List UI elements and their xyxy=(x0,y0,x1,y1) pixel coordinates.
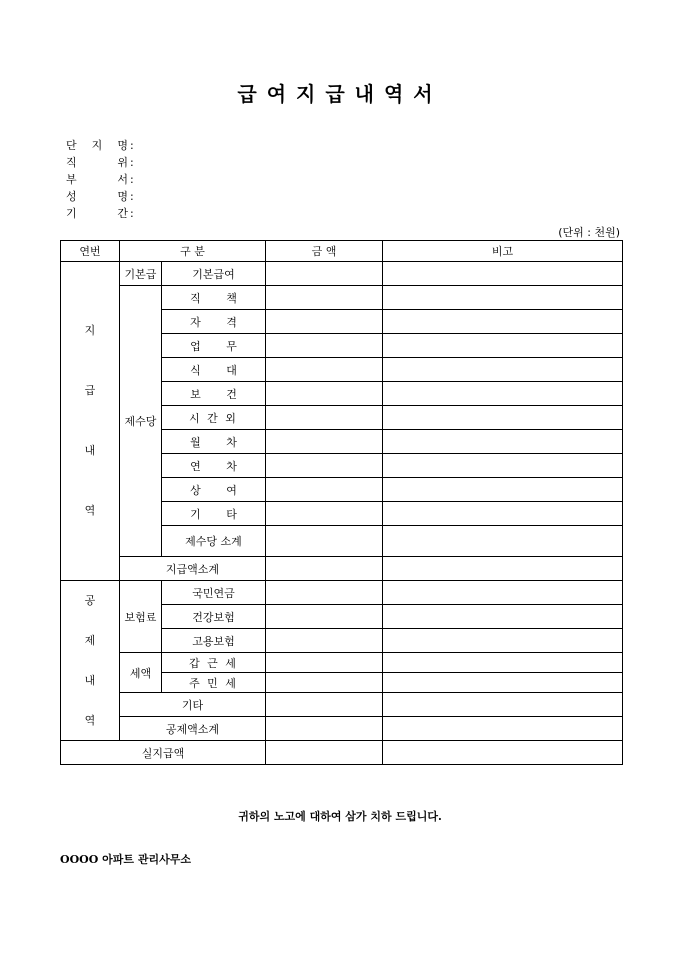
amount-cell[interactable] xyxy=(266,741,383,765)
group-allowance: 제수당 xyxy=(120,286,162,557)
header-number: 연번 xyxy=(61,241,120,262)
amount-cell[interactable] xyxy=(266,557,383,581)
amount-cell[interactable] xyxy=(266,605,383,629)
item-annual-leave: 연 차 xyxy=(162,454,266,478)
item-position: 직 책 xyxy=(162,286,266,310)
remarks-cell[interactable] xyxy=(383,526,623,557)
item-net-pay: 실지급액 xyxy=(61,741,266,765)
info-label-period: 기 간 xyxy=(66,207,128,220)
amount-cell[interactable] xyxy=(266,717,383,741)
amount-cell[interactable] xyxy=(266,581,383,605)
group-base: 기본급 xyxy=(120,262,162,286)
group-insurance: 보험료 xyxy=(120,581,162,653)
info-row-department: 부 서 : xyxy=(66,173,134,186)
item-deduction-subtotal: 공제액소계 xyxy=(120,717,266,741)
remarks-cell[interactable] xyxy=(383,629,623,653)
item-other-allowance: 기 타 xyxy=(162,502,266,526)
item-base-pay: 기본급여 xyxy=(162,262,266,286)
item-monthly-leave: 월 차 xyxy=(162,430,266,454)
amount-cell[interactable] xyxy=(266,430,383,454)
amount-cell[interactable] xyxy=(266,382,383,406)
remarks-cell[interactable] xyxy=(383,741,623,765)
document-title: 급여지급내역서 xyxy=(237,82,443,106)
pay-table xyxy=(60,240,623,765)
item-health: 보 건 xyxy=(162,382,266,406)
appreciation-message: 귀하의 노고에 대하여 삼가 치하 드립니다. xyxy=(238,810,442,823)
info-row-position: 직 위 : xyxy=(66,156,134,169)
item-overtime: 시 간 외 xyxy=(162,406,266,430)
info-label-department: 부 서 xyxy=(66,173,128,186)
amount-cell[interactable] xyxy=(266,358,383,382)
item-duty: 업 무 xyxy=(162,334,266,358)
remarks-cell[interactable] xyxy=(383,673,623,693)
amount-cell[interactable] xyxy=(266,262,383,286)
remarks-cell[interactable] xyxy=(383,557,623,581)
info-row-period: 기 간 : xyxy=(66,207,134,220)
info-block xyxy=(66,137,134,222)
item-other-deduction: 기타 xyxy=(120,693,266,717)
amount-cell[interactable] xyxy=(266,673,383,693)
amount-cell[interactable] xyxy=(266,310,383,334)
remarks-cell[interactable] xyxy=(383,382,623,406)
remarks-cell[interactable] xyxy=(383,605,623,629)
item-payment-subtotal: 지급액소계 xyxy=(120,557,266,581)
remarks-cell[interactable] xyxy=(383,430,623,454)
amount-cell[interactable] xyxy=(266,406,383,430)
remarks-cell[interactable] xyxy=(383,286,623,310)
info-row-complex: 단 지 명 : xyxy=(66,139,134,152)
item-employment-insurance: 고용보험 xyxy=(162,629,266,653)
info-label-complex: 단 지 명 xyxy=(66,139,128,152)
remarks-cell[interactable] xyxy=(383,653,623,673)
unit-label: (단위 : 천원) xyxy=(558,226,620,239)
item-resident-tax: 주 민 세 xyxy=(162,673,266,693)
item-allowance-subtotal: 제수당 소계 xyxy=(162,526,266,557)
amount-cell[interactable] xyxy=(266,454,383,478)
amount-cell[interactable] xyxy=(266,478,383,502)
section-deduction: 공 제 내 역 xyxy=(61,581,120,741)
remarks-cell[interactable] xyxy=(383,717,623,741)
item-income-tax: 갑 근 세 xyxy=(162,653,266,673)
info-label-name: 성 명 xyxy=(66,190,128,203)
amount-cell[interactable] xyxy=(266,334,383,358)
amount-cell[interactable] xyxy=(266,502,383,526)
item-bonus: 상 여 xyxy=(162,478,266,502)
remarks-cell[interactable] xyxy=(383,478,623,502)
remarks-cell[interactable] xyxy=(383,406,623,430)
remarks-cell[interactable] xyxy=(383,693,623,717)
remarks-cell[interactable] xyxy=(383,502,623,526)
amount-cell[interactable] xyxy=(266,629,383,653)
header-amount: 금 액 xyxy=(266,241,383,262)
remarks-cell[interactable] xyxy=(383,358,623,382)
header-remarks: 비고 xyxy=(383,241,623,262)
amount-cell[interactable] xyxy=(266,653,383,673)
item-qualification: 자 격 xyxy=(162,310,266,334)
item-meal: 식 대 xyxy=(162,358,266,382)
group-tax: 세액 xyxy=(120,653,162,693)
remarks-cell[interactable] xyxy=(383,454,623,478)
remarks-cell[interactable] xyxy=(383,334,623,358)
item-health-insurance: 건강보험 xyxy=(162,605,266,629)
amount-cell[interactable] xyxy=(266,693,383,717)
organization-name: OOOO 아파트 관리사무소 xyxy=(60,853,191,866)
remarks-cell[interactable] xyxy=(383,262,623,286)
info-label-position: 직 위 xyxy=(66,156,128,169)
info-row-name: 성 명 : xyxy=(66,190,134,203)
remarks-cell[interactable] xyxy=(383,581,623,605)
amount-cell[interactable] xyxy=(266,526,383,557)
remarks-cell[interactable] xyxy=(383,310,623,334)
item-pension: 국민연금 xyxy=(162,581,266,605)
amount-cell[interactable] xyxy=(266,286,383,310)
section-payment: 지 급 내 역 xyxy=(61,262,120,581)
header-category: 구 분 xyxy=(120,241,266,262)
